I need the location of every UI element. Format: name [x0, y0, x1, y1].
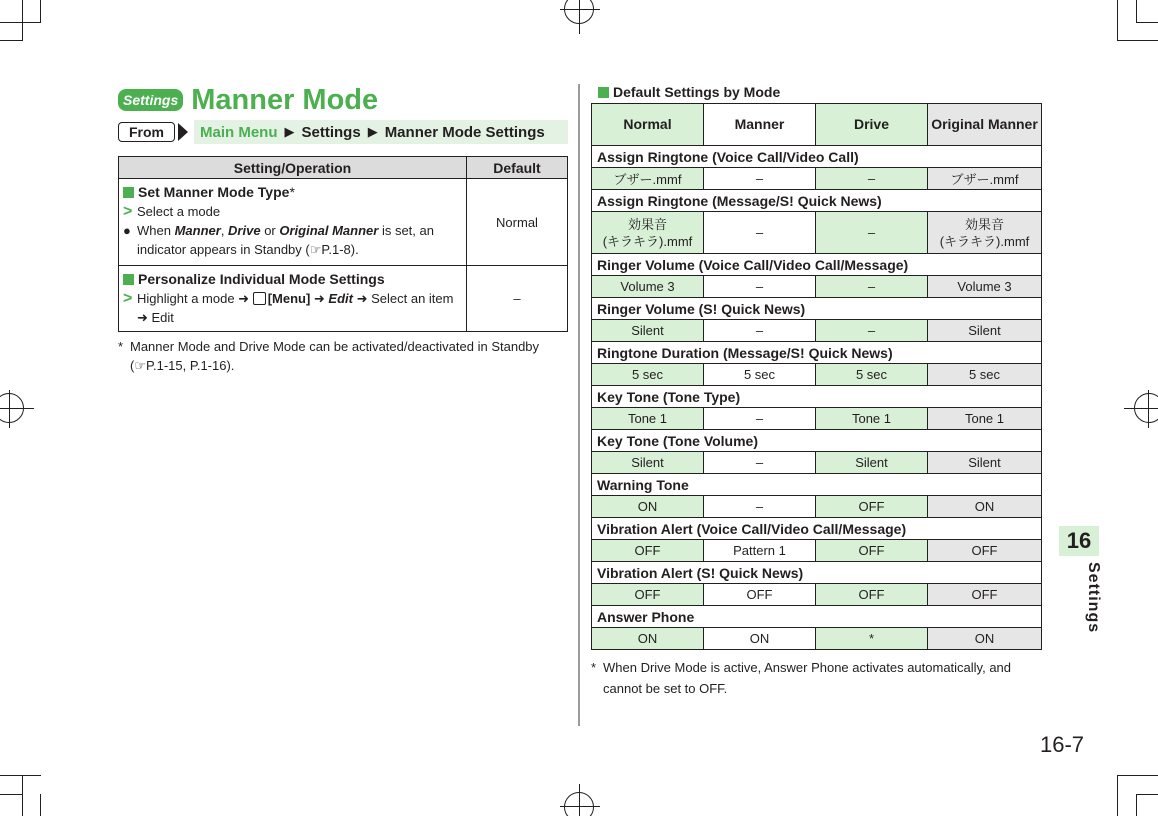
crop-mark [9, 390, 10, 428]
table-row-label [592, 474, 1042, 496]
setting-value: – [816, 276, 928, 298]
mail-key-icon [253, 292, 266, 305]
setting-value: Tone 1 [816, 408, 928, 430]
setting-value: – [816, 168, 928, 190]
crop-mark [0, 40, 22, 41]
crop-mark [579, 784, 580, 816]
table-row-label [592, 146, 1042, 168]
crop-mark [40, 794, 41, 816]
setting-value: OFF [928, 584, 1042, 606]
setting-value: Silent [592, 452, 704, 474]
column-divider [578, 84, 580, 726]
setting-value: – [816, 212, 928, 254]
table-row [119, 266, 568, 332]
table-row-label [592, 518, 1042, 540]
table-row-values [592, 628, 1042, 650]
setting-value: ブザー.mmf [592, 168, 704, 190]
column-header-manner: Manner [704, 104, 816, 146]
table-row-label [592, 190, 1042, 212]
setting-value: – [816, 320, 928, 342]
column-header-original-manner: Original Manner [928, 104, 1042, 146]
setting-value: Volume 3 [592, 276, 704, 298]
page-title: Manner Mode [191, 84, 379, 116]
title-row [118, 84, 378, 116]
crop-mark [1136, 22, 1158, 23]
table-row-label [592, 254, 1042, 276]
path-item-main-menu: Main Menu [200, 123, 278, 141]
section-heading: Default Settings by Mode [598, 82, 780, 102]
crop-mark [1136, 794, 1137, 816]
crop-mark [1117, 0, 1118, 41]
operation-step: > Select a mode [123, 203, 221, 220]
setting-value: – [704, 320, 816, 342]
setting-value: ON [928, 628, 1042, 650]
column-header-normal: Normal [592, 104, 704, 146]
table-row-values [592, 452, 1042, 474]
operation-note: ● When Manner, Drive or Original Manner is set, an indicator appears in Standby (☞P.1-8). [123, 223, 434, 257]
crop-mark [22, 40, 42, 41]
step-marker-icon: > [123, 290, 133, 307]
table-row-values [592, 364, 1042, 386]
table-row-values [592, 540, 1042, 562]
setting-label: Answer Phone [592, 606, 1042, 628]
setting-value: OFF [816, 584, 928, 606]
table-row-values [592, 276, 1042, 298]
from-label: From [118, 122, 175, 142]
crop-mark [1117, 775, 1118, 816]
setting-value: OFF [816, 540, 928, 562]
square-bullet-icon [123, 187, 134, 198]
setting-value: Silent [816, 452, 928, 474]
navigation-path [118, 120, 568, 144]
table-row [119, 179, 568, 266]
setting-value: Tone 1 [928, 408, 1042, 430]
table-row-values [592, 168, 1042, 190]
setting-value: 効果音 (キラキラ).mmf [928, 212, 1042, 254]
setting-value: OFF [816, 496, 928, 518]
crop-mark [40, 0, 41, 22]
setting-value: ON [592, 628, 704, 650]
table-row-values [592, 212, 1042, 254]
setting-value: – [704, 168, 816, 190]
setting-value: ブザー.mmf [928, 168, 1042, 190]
crop-mark [1124, 408, 1158, 409]
crop-mark [0, 0, 1, 1]
setting-heading: Personalize Individual Mode Settings [123, 269, 462, 289]
table-row-values [592, 584, 1042, 606]
default-settings-table [591, 103, 1042, 650]
crop-mark [560, 806, 600, 807]
setting-value: 5 sec [816, 364, 928, 386]
setting-label: Assign Ringtone (Voice Call/Video Call) [592, 146, 1042, 168]
setting-value: OFF [704, 584, 816, 606]
path-separator-icon: ▶ [284, 124, 295, 139]
setting-value: OFF [592, 540, 704, 562]
page-number: 16-7 [1040, 732, 1085, 757]
setting-label: Warning Tone [592, 474, 1042, 496]
setting-value: OFF [592, 584, 704, 606]
setting-value: * [816, 628, 928, 650]
table-row-values [592, 408, 1042, 430]
footnote [118, 337, 558, 375]
table-row-label [592, 298, 1042, 320]
step-marker-icon: > [123, 203, 133, 220]
setting-value: – [704, 496, 816, 518]
setting-heading: Set Manner Mode Type * [123, 182, 462, 202]
setting-label: Vibration Alert (S! Quick News) [592, 562, 1042, 584]
setting-cell [119, 266, 467, 332]
setting-value: Pattern 1 [704, 540, 816, 562]
table-row-label [592, 562, 1042, 584]
arrow-right-icon [178, 123, 188, 141]
crop-mark [1136, 0, 1137, 22]
setting-label: Assign Ringtone (Message/S! Quick News) [592, 190, 1042, 212]
setting-label: Ringer Volume (S! Quick News) [592, 298, 1042, 320]
column-header-default: Default [467, 157, 568, 179]
crop-mark [1117, 40, 1158, 41]
setting-value: 5 sec [592, 364, 704, 386]
crop-mark [22, 775, 23, 816]
setting-value: – [704, 212, 816, 254]
footnote-mark: * [118, 339, 124, 354]
table-row-values [592, 320, 1042, 342]
setting-value: Tone 1 [592, 408, 704, 430]
setting-value: Volume 3 [928, 276, 1042, 298]
path-item-manner-mode-settings: Manner Mode Settings [384, 123, 545, 141]
setting-value: 効果音 (キラキラ).mmf [592, 212, 704, 254]
setting-cell [119, 179, 467, 266]
footnote-text: When Drive Mode is active, Answer Phone activates automatically, and cannot be set to OFF. [603, 660, 1012, 696]
setting-label: Key Tone (Tone Type) [592, 386, 1042, 408]
table-row-label [592, 606, 1042, 628]
crop-mark [579, 0, 580, 34]
crop-mark [0, 22, 41, 23]
chapter-tab-label: Settings [1085, 562, 1102, 634]
setting-value: 5 sec [704, 364, 816, 386]
default-value: – [467, 266, 568, 332]
table-row-label [592, 386, 1042, 408]
column-header-setting: Setting/Operation [119, 157, 467, 179]
chapter-tab-number: 16 [1059, 526, 1099, 556]
settings-badge: Settings [118, 89, 183, 111]
setting-value: Silent [928, 320, 1042, 342]
setting-value: OFF [928, 540, 1042, 562]
footnote-text: Manner Mode and Drive Mode can be activated/deactivated in Standby (☞P.1-15, P.1-16). [130, 339, 540, 373]
square-bullet-icon [123, 274, 134, 285]
setting-value: – [704, 452, 816, 474]
bullet-icon: ● [123, 223, 131, 238]
default-value: Normal [467, 179, 568, 266]
setting-value: ON [592, 496, 704, 518]
setting-value: ON [704, 628, 816, 650]
setting-value: ON [928, 496, 1042, 518]
setting-label: Key Tone (Tone Volume) [592, 430, 1042, 452]
setting-value: Silent [592, 320, 704, 342]
crop-mark [560, 9, 600, 10]
crop-mark [1117, 775, 1158, 776]
settings-operation-table [118, 156, 568, 332]
crop-mark [0, 794, 22, 795]
crop-mark [22, 0, 23, 41]
column-header-drive: Drive [816, 104, 928, 146]
crop-mark [0, 408, 34, 409]
crop-mark [1136, 794, 1158, 795]
setting-label: Ringtone Duration (Message/S! Quick News) [592, 342, 1042, 364]
setting-label: Ringer Volume (Voice Call/Video Call/Message) [592, 254, 1042, 276]
footnote-mark: * [591, 660, 597, 675]
footnote [591, 657, 1031, 699]
table-row-label [592, 430, 1042, 452]
table-row-values [592, 496, 1042, 518]
table-row-label [592, 342, 1042, 364]
setting-value: – [704, 276, 816, 298]
path-separator-icon: ▶ [367, 124, 378, 139]
square-bullet-icon [598, 87, 609, 98]
crop-mark [1148, 390, 1149, 428]
setting-label: Vibration Alert (Voice Call/Video Call/Message) [592, 518, 1042, 540]
setting-value: – [704, 408, 816, 430]
path-item-settings: Settings [301, 123, 361, 141]
menu-path [194, 120, 568, 144]
crop-mark [0, 775, 41, 776]
setting-value: Silent [928, 452, 1042, 474]
setting-value: 5 sec [928, 364, 1042, 386]
operation-step: > Highlight a mode ➜ [Menu] ➜ Edit ➜ Select an item ➜ Edit [123, 290, 454, 325]
